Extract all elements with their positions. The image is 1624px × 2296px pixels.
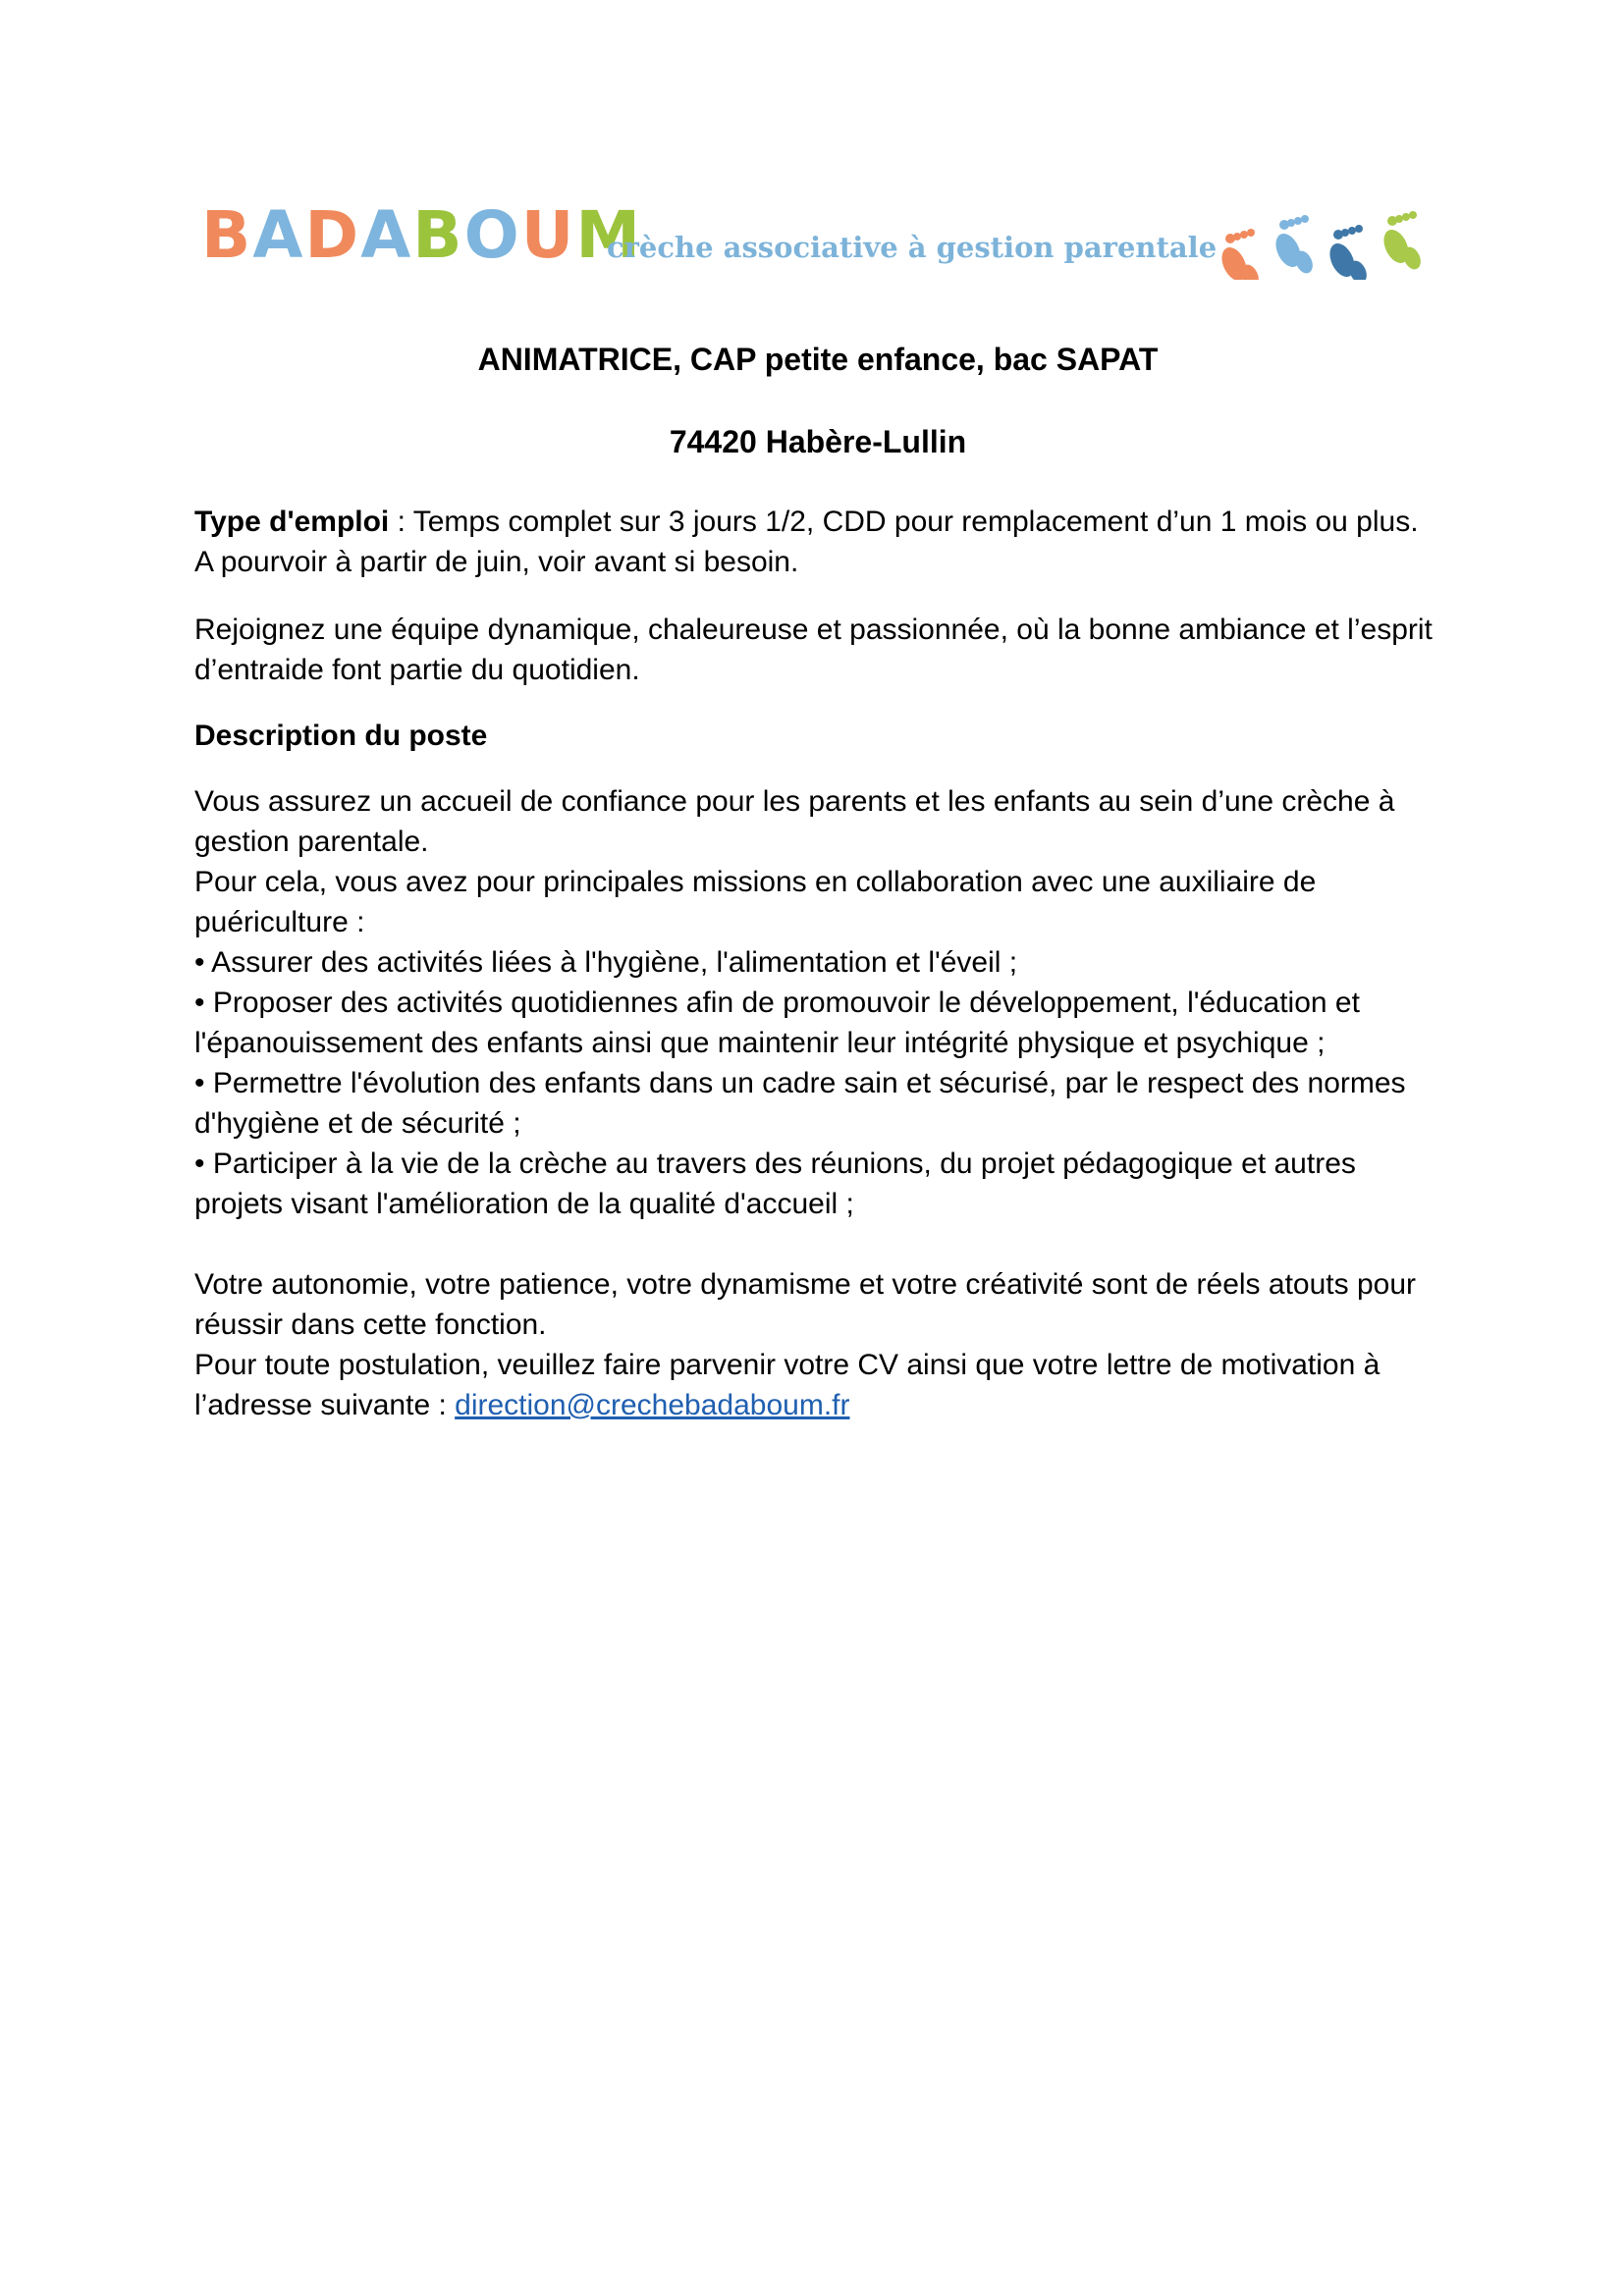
closing-block (194, 1264, 1441, 1425)
logo-letter: M (575, 197, 642, 273)
description-line: Vous assurez un accueil de confiance pour les parents et les enfants au sein d’une crèche à gestion parentale. (194, 785, 1395, 858)
footprint (1217, 229, 1262, 280)
employment-type (194, 502, 1441, 582)
footprint (1325, 225, 1370, 280)
logo-letter: A (252, 197, 305, 273)
footprint (1271, 215, 1316, 276)
logo-letter: U (520, 197, 576, 273)
closing-text: Votre autonomie, votre patience, votre dynamisme et votre créativité sont de réels atouts pour réussir dans cette fonction. (194, 1268, 1416, 1341)
description-block (194, 781, 1441, 1224)
footprint (1379, 211, 1424, 272)
description-bullet: • Participer à la vie de la crèche au travers des réunions, du projet pédagogique et autres projets visant l'amélioration de la qualité d'accueil ; (194, 1148, 1356, 1220)
email-link[interactable]: direction@crechebadaboum.fr (455, 1389, 850, 1421)
badaboum-logo (201, 196, 642, 275)
job-location: 74420 Habère-Lullin (669, 424, 967, 459)
application-instructions (194, 1345, 1441, 1425)
description-bullet: • Proposer des activités quotidiennes afin de promouvoir le développement, l'éducation et l'épanouissement des enfants ainsi que maintenir leur intégrité physique et psychique ; (194, 987, 1360, 1059)
description-line: Pour cela, vous avez pour principales missions en collaboration avec une auxiliaire de puériculture : (194, 866, 1317, 938)
logo-letter: B (412, 197, 464, 273)
job-title: ANIMATRICE, CAP petite enfance, bac SAPAT (477, 342, 1159, 377)
employment-type-text: : Temps complet sur 3 jours 1/2, CDD pour remplacement d’un 1 mois ou plus. A pourvoir à partir de juin, voir avant si besoin. (194, 506, 1419, 578)
description-bullet: • Assurer des activités liées à l'hygiène, l'alimentation et l'éveil ; (194, 946, 1018, 979)
logo-letter: B (201, 197, 253, 273)
description-bullet: • Permettre l'évolution des enfants dans un cadre sain et sécurisé, par le respect des normes d'hygiène et de sécurité ; (194, 1067, 1406, 1140)
logo-letter: A (360, 197, 413, 273)
tagline: crèche associative à gestion parentale (607, 231, 1218, 264)
letterhead (201, 196, 1429, 294)
logo-letter: D (304, 197, 361, 273)
footprints-icon (1213, 201, 1429, 280)
application-text: Pour toute postulation, veuillez faire parvenir votre CV ainsi que votre lettre de motivation à l’adresse suivante : (194, 1349, 1380, 1421)
employment-type-label: Type d'emploi (194, 506, 390, 538)
job-posting (194, 339, 1441, 1425)
logo-letter: O (463, 197, 521, 273)
description-heading: Description du poste (194, 720, 488, 752)
intro-paragraph: Rejoignez une équipe dynamique, chaleureuse et passionnée, où la bonne ambiance et l’esprit d’entraide font partie du quotidien. (194, 614, 1433, 686)
